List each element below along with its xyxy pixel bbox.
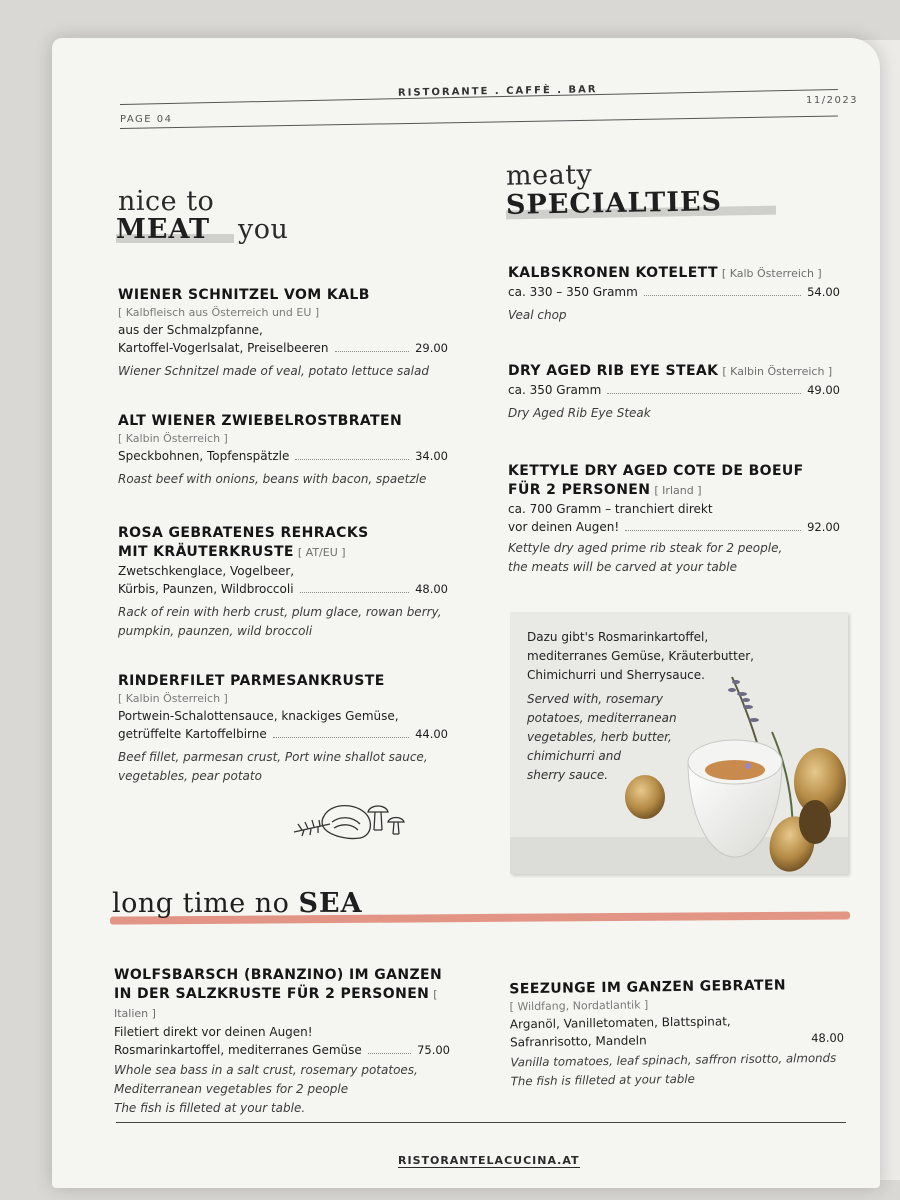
dish-origin: [ Kalbfleisch aus Österreich und EU ]: [118, 306, 320, 319]
sea-title: [112, 888, 363, 919]
dish-english-line: pumpkin, paunzen, wild broccoli: [118, 624, 313, 638]
brand-line: RISTORANTE . CAFFÈ . BAR: [397, 84, 598, 99]
dish-desc: Zwetschkenglace, Vogelbeer,: [118, 564, 295, 578]
dish-price: 54.00: [807, 285, 840, 299]
sides-english-line: Served with, rosemary: [527, 692, 663, 706]
dish-name: ALT WIENER ZWIEBELROSTBRATEN: [118, 413, 403, 429]
dish-origin: [ Italien ]: [114, 988, 438, 1020]
dish-english: [510, 1049, 844, 1092]
dish-desc: Filetiert direkt vor deinen Augen!: [114, 1025, 313, 1039]
dish-desc: Kartoffel-Vogerlsalat, Preiselbeeren: [118, 341, 329, 355]
dish-name: KETTYLE DRY AGED COTE DE BOEUF: [508, 463, 804, 479]
dish-rinderfilet: [118, 672, 448, 786]
dish-english-line: vegetables, pear potato: [118, 769, 262, 783]
right-title-small: meaty: [505, 159, 593, 192]
dish-rib-eye: [508, 362, 840, 423]
dish-price: 44.00: [415, 727, 448, 741]
dish-name: DRY AGED RIB EYE STEAK: [508, 363, 719, 379]
dish-price-row: [508, 381, 840, 399]
dish-name: ROSA GEBRATENES REHRACKS: [118, 525, 369, 541]
dish-desc: ca. 700 Gramm – tranchiert direkt: [508, 502, 713, 516]
website-link[interactable]: RISTORANTELACUCINA.AT: [398, 1154, 580, 1167]
dish-english-line: Vanilla tomatoes, leaf spinach, saffron risotto, almonds: [510, 1050, 837, 1070]
leader-dots: [295, 459, 409, 460]
leader-dots: [607, 393, 801, 394]
leader-dots: [273, 737, 409, 738]
dish-desc: aus der Schmalzpfanne,: [118, 323, 263, 337]
dish-rehracks: [118, 524, 448, 641]
dish-name-cont: MIT KRÄUTERKRUSTE: [118, 544, 294, 560]
leader-dots: [644, 295, 801, 296]
leader-dots: [368, 1053, 411, 1054]
dish-english-line: the meats will be carved at your table: [508, 560, 738, 574]
dish-desc: ca. 350 Gramm: [508, 383, 602, 397]
dish-name-cont: FÜR 2 PERSONEN: [508, 482, 651, 498]
dish-english: Wiener Schnitzel made of veal, potato lettuce salad: [118, 364, 429, 378]
dish-name: KALBSKRONEN KOTELETT: [508, 265, 718, 281]
dish-name: WOLFSBARSCH (BRANZINO) IM GANZEN: [114, 967, 443, 983]
dish-english-line: Kettyle dry aged prime rib steak for 2 people,: [508, 541, 783, 555]
sea-title-small: long time no: [112, 888, 290, 919]
dish-price-row: [118, 725, 448, 743]
dish-english: Roast beef with onions, beans with bacon, spaetzle: [118, 472, 427, 486]
dish-english: [118, 603, 448, 641]
dish-name-line2: [118, 543, 448, 562]
dish-desc: Portwein-Schalottensauce, knackiges Gemüse,: [118, 709, 399, 723]
dish-name-line: [508, 362, 840, 381]
dish-name: WIENER SCHNITZEL VOM KALB: [118, 287, 370, 303]
dish-price: 29.00: [415, 341, 448, 355]
dish-english-line: Mediterranean vegetables for 2 people: [114, 1082, 349, 1096]
sides-english-line: sherry sauce.: [527, 768, 609, 782]
leader-dots: [300, 592, 410, 593]
dish-origin: [ Kalb Österreich ]: [721, 267, 822, 280]
page-number: PAGE 04: [120, 114, 173, 125]
dish-english: [114, 1061, 450, 1118]
dish-price-row: [118, 447, 448, 465]
dish-name-line: [508, 264, 840, 283]
dish-wolfsbarsch: [114, 966, 450, 1118]
dish-desc: Arganöl, Vanilletomaten, Blattspinat,: [509, 1014, 731, 1032]
leader-dots: [335, 351, 410, 352]
dish-price: 75.00: [417, 1043, 450, 1057]
dish-cote-de-boeuf: [508, 462, 840, 577]
dish-english-line: Rack of rein with herb crust, plum glace, rowan berry,: [118, 605, 442, 619]
dish-name-cont: IN DER SALZKRUSTE FÜR 2 PERSONEN: [114, 986, 430, 1002]
dish-price: 48.00: [811, 1030, 845, 1046]
dish-name-line2: [114, 985, 450, 1023]
dish-english: Veal chop: [508, 308, 567, 322]
dish-origin: [ Irland ]: [654, 484, 702, 497]
dish-name: RINDERFILET PARMESANKRUSTE: [118, 673, 385, 689]
right-title-big: SPECIALTIES: [505, 186, 723, 221]
menu-date: 11/2023: [806, 95, 859, 106]
dish-english-line: The fish is filleted at your table.: [114, 1101, 306, 1115]
dish-origin: [ Kalbin Österreich ]: [118, 432, 228, 445]
dish-price: 34.00: [415, 449, 448, 463]
dish-price-row: [114, 1041, 450, 1059]
dish-wiener-schnitzel: [118, 286, 448, 381]
dish-price: 49.00: [807, 383, 840, 397]
dish-english: [118, 748, 448, 786]
dish-price-row: [508, 283, 840, 301]
dish-desc: Rosmarinkartoffel, mediterranes Gemüse: [114, 1043, 362, 1057]
left-title-line1: nice to: [118, 186, 215, 217]
sides-english-line: potatoes, mediterranean: [527, 711, 677, 725]
dish-desc: ca. 330 – 350 Gramm: [508, 285, 638, 299]
leader-dots: [653, 1042, 805, 1044]
sides-photo-card: [510, 612, 848, 874]
dish-desc: Kürbis, Paunzen, Wildbroccoli: [118, 582, 294, 596]
sides-german-line: mediterranes Gemüse, Kräuterbutter,: [527, 649, 754, 663]
dish-price-row: [508, 518, 840, 536]
dish-zwiebelrostbraten: [118, 412, 448, 489]
dish-price-row: [118, 580, 448, 598]
dish-price-row: [510, 1029, 844, 1052]
sides-english-line: chimichurri and: [527, 749, 621, 763]
left-title-line2: you: [238, 214, 289, 245]
dish-name: SEEZUNGE IM GANZEN GEBRATEN: [509, 977, 787, 998]
dish-desc: getrüffelte Kartoffelbirne: [118, 727, 267, 741]
dish-origin: [ Kalbin Österreich ]: [118, 692, 228, 705]
dish-desc: Safranrisotto, Mandeln: [510, 1033, 647, 1050]
dish-seezunge: [509, 976, 845, 1092]
sides-german-line: Dazu gibt's Rosmarinkartoffel,: [527, 630, 709, 644]
dish-english-line: The fish is filleted at your table: [510, 1071, 695, 1089]
dish-origin: [ Kalbin Österreich ]: [722, 365, 833, 378]
sides-english-line: vegetables, herb butter,: [527, 730, 672, 744]
herb-meat-mushroom-icon: [290, 796, 412, 848]
dish-price-row: [118, 339, 448, 357]
dish-price: 48.00: [415, 582, 448, 596]
dish-english-line: Beef fillet, parmesan crust, Port wine shallot sauce,: [118, 750, 428, 764]
dish-english: Dry Aged Rib Eye Steak: [508, 406, 651, 420]
dish-kalbskronen-kotelett: [508, 264, 840, 325]
dish-price: 92.00: [807, 520, 840, 534]
footer-rule: [116, 1122, 846, 1123]
dish-origin: [ AT/EU ]: [297, 546, 346, 559]
dish-english-line: Whole sea bass in a salt crust, rosemary potatoes,: [114, 1063, 418, 1077]
sauce-and-potatoes-photo: [510, 612, 848, 874]
dish-desc: Speckbohnen, Topfenspätzle: [118, 449, 290, 463]
dish-english: [508, 539, 840, 577]
dish-desc: vor deinen Augen!: [508, 520, 620, 534]
leader-dots: [625, 530, 801, 531]
dish-name-line2: [508, 481, 840, 500]
left-title-big: MEAT: [116, 214, 211, 245]
sea-title-big: SEA: [298, 888, 363, 919]
sides-german-line: Chimichurri und Sherrysauce.: [527, 668, 705, 682]
dish-origin: [ Wildfang, Nordatlantik ]: [509, 998, 649, 1014]
